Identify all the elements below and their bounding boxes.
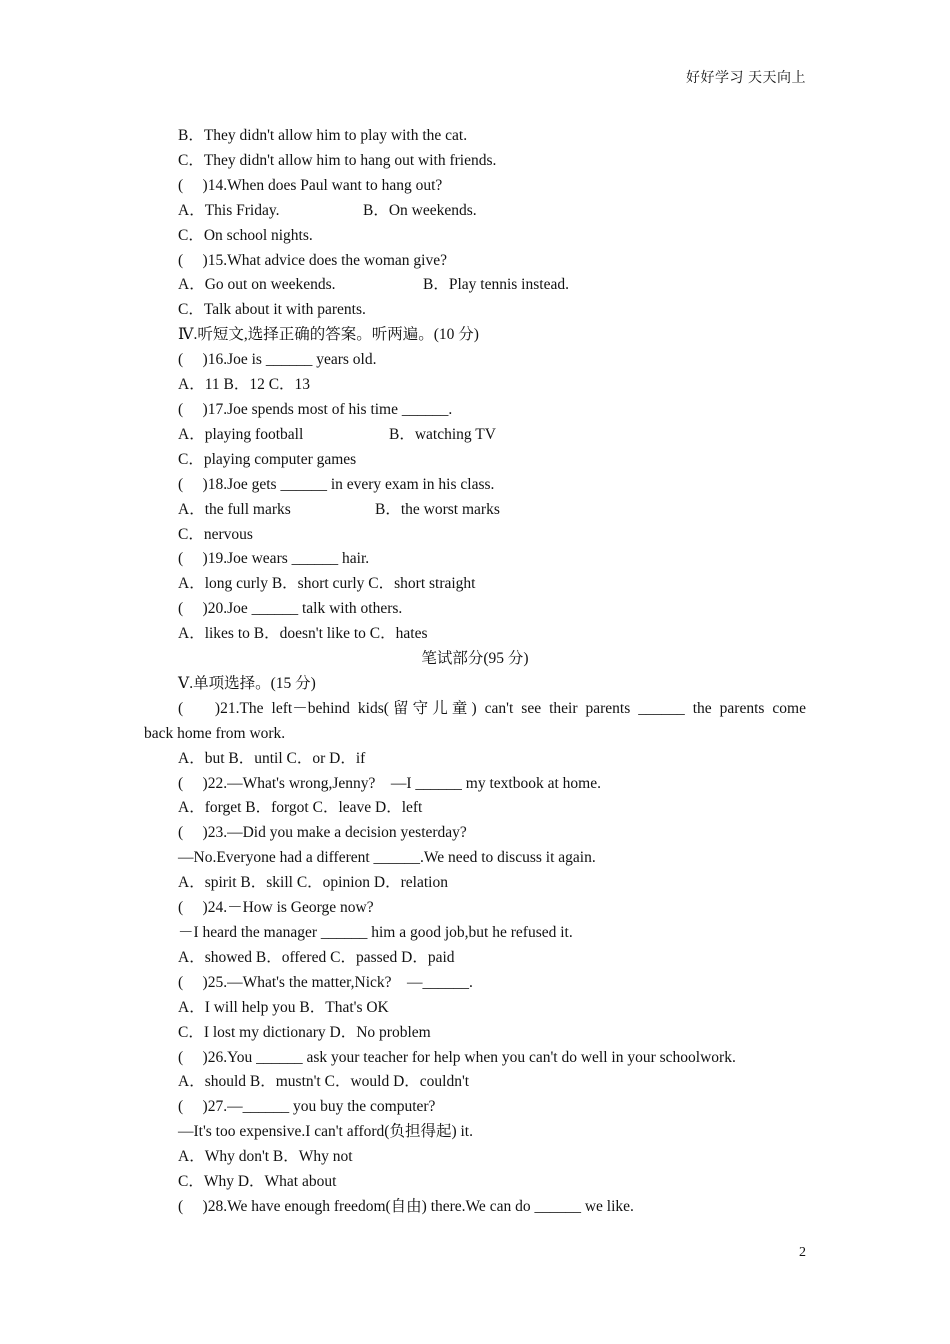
page-header: 好好学习 天天向上 <box>686 71 806 86</box>
option-line: C．Why D．What about <box>178 1173 337 1191</box>
option-line <box>144 498 806 523</box>
option-b: B．watching TV <box>389 425 496 443</box>
option-line: C．On school nights. <box>178 226 313 244</box>
dialogue-line: —It's too expensive.I can't afford(负担得起) it. <box>178 1123 473 1141</box>
question-22: ( )22.—What's wrong,Jenny? —I ______ my textbook at home. <box>178 774 601 792</box>
question-25: ( )25.—What's the matter,Nick? —______. <box>178 973 473 991</box>
question-16: ( )16.Joe is ______ years old. <box>178 351 377 369</box>
option-line: A．long curly B．short curly C．short straight <box>178 575 476 593</box>
option-line: A．forget B．forgot C．leave D．left <box>178 799 423 817</box>
question-19: ( )19.Joe wears ______ hair. <box>178 550 370 568</box>
question-27: ( )27.—______ you buy the computer? <box>178 1098 436 1116</box>
question-20: ( )20.Joe ______ talk with others. <box>178 600 403 618</box>
written-part-heading: 笔试部分(95 分) <box>421 650 529 668</box>
exam-content <box>144 124 806 1220</box>
question-28: ( )28.We have enough freedom(自由) there.We can do ______ we like. <box>178 1197 634 1215</box>
question-15: ( )15.What advice does the woman give? <box>178 251 448 269</box>
option-b: B．Play tennis instead. <box>423 276 569 294</box>
option-line <box>144 199 806 224</box>
option-line: C．I lost my dictionary D．No problem <box>178 1023 431 1041</box>
question-18: ( )18.Joe gets ______ in every exam in his class. <box>178 475 495 493</box>
option-line: B．They didn't allow him to play with the cat. <box>178 127 468 144</box>
option-a: A．playing football <box>178 425 304 443</box>
option-line: A．Why don't B．Why not <box>178 1148 353 1166</box>
dialogue-line: —No.Everyone had a different ______.We need to discuss it again. <box>178 849 596 867</box>
question-21-continued: back home from work. <box>144 724 286 742</box>
option-line: C．They didn't allow him to hang out with friends. <box>178 151 497 169</box>
question-14: ( )14.When does Paul want to hang out? <box>178 176 443 194</box>
option-line: C．playing computer games <box>178 450 357 468</box>
question-23: ( )23.—Did you make a decision yesterday? <box>178 824 467 842</box>
option-a: A．the full marks <box>178 500 291 518</box>
option-b: B．the worst marks <box>375 500 500 518</box>
option-b: B．On weekends. <box>363 201 477 219</box>
page-number: 2 <box>799 1245 806 1260</box>
question-17: ( )17.Joe spends most of his time ______. <box>178 400 453 418</box>
option-line: C．Talk about it with parents. <box>178 301 366 319</box>
question-26: ( )26.You ______ ask your teacher for help when you can't do well in your schoolwork. <box>178 1048 736 1066</box>
option-line: A．showed B．offered C．passed D．paid <box>178 948 455 966</box>
option-a: A．This Friday. <box>178 201 280 219</box>
option-line: A．spirit B．skill C．opinion D．relation <box>178 874 448 892</box>
option-line: A．should B．mustn't C．would D．couldn't <box>178 1073 470 1091</box>
option-line: A．11 B．12 C．13 <box>178 376 311 394</box>
option-line: A．but B．until C．or D．if <box>178 749 366 767</box>
option-line: A．likes to B．doesn't like to C．hates <box>178 625 428 643</box>
section-heading-5: Ⅴ.单项选择。(15 分) <box>178 674 316 692</box>
question-21: ( )21.The left－behind kids(留守儿童) can't see their parents ______ the parents come <box>178 699 806 717</box>
question-24: ( )24.－How is George now? <box>178 899 374 917</box>
option-line <box>144 273 806 298</box>
option-line: A．I will help you B．That's OK <box>178 998 389 1016</box>
section-heading-4: Ⅳ.听短文,选择正确的答案。听两遍。(10 分) <box>178 326 479 344</box>
option-line <box>144 423 806 448</box>
option-a: A．Go out on weekends. <box>178 276 336 294</box>
dialogue-line: －I heard the manager ______ him a good job,but he refused it. <box>178 924 573 941</box>
option-line: C．nervous <box>178 525 253 543</box>
